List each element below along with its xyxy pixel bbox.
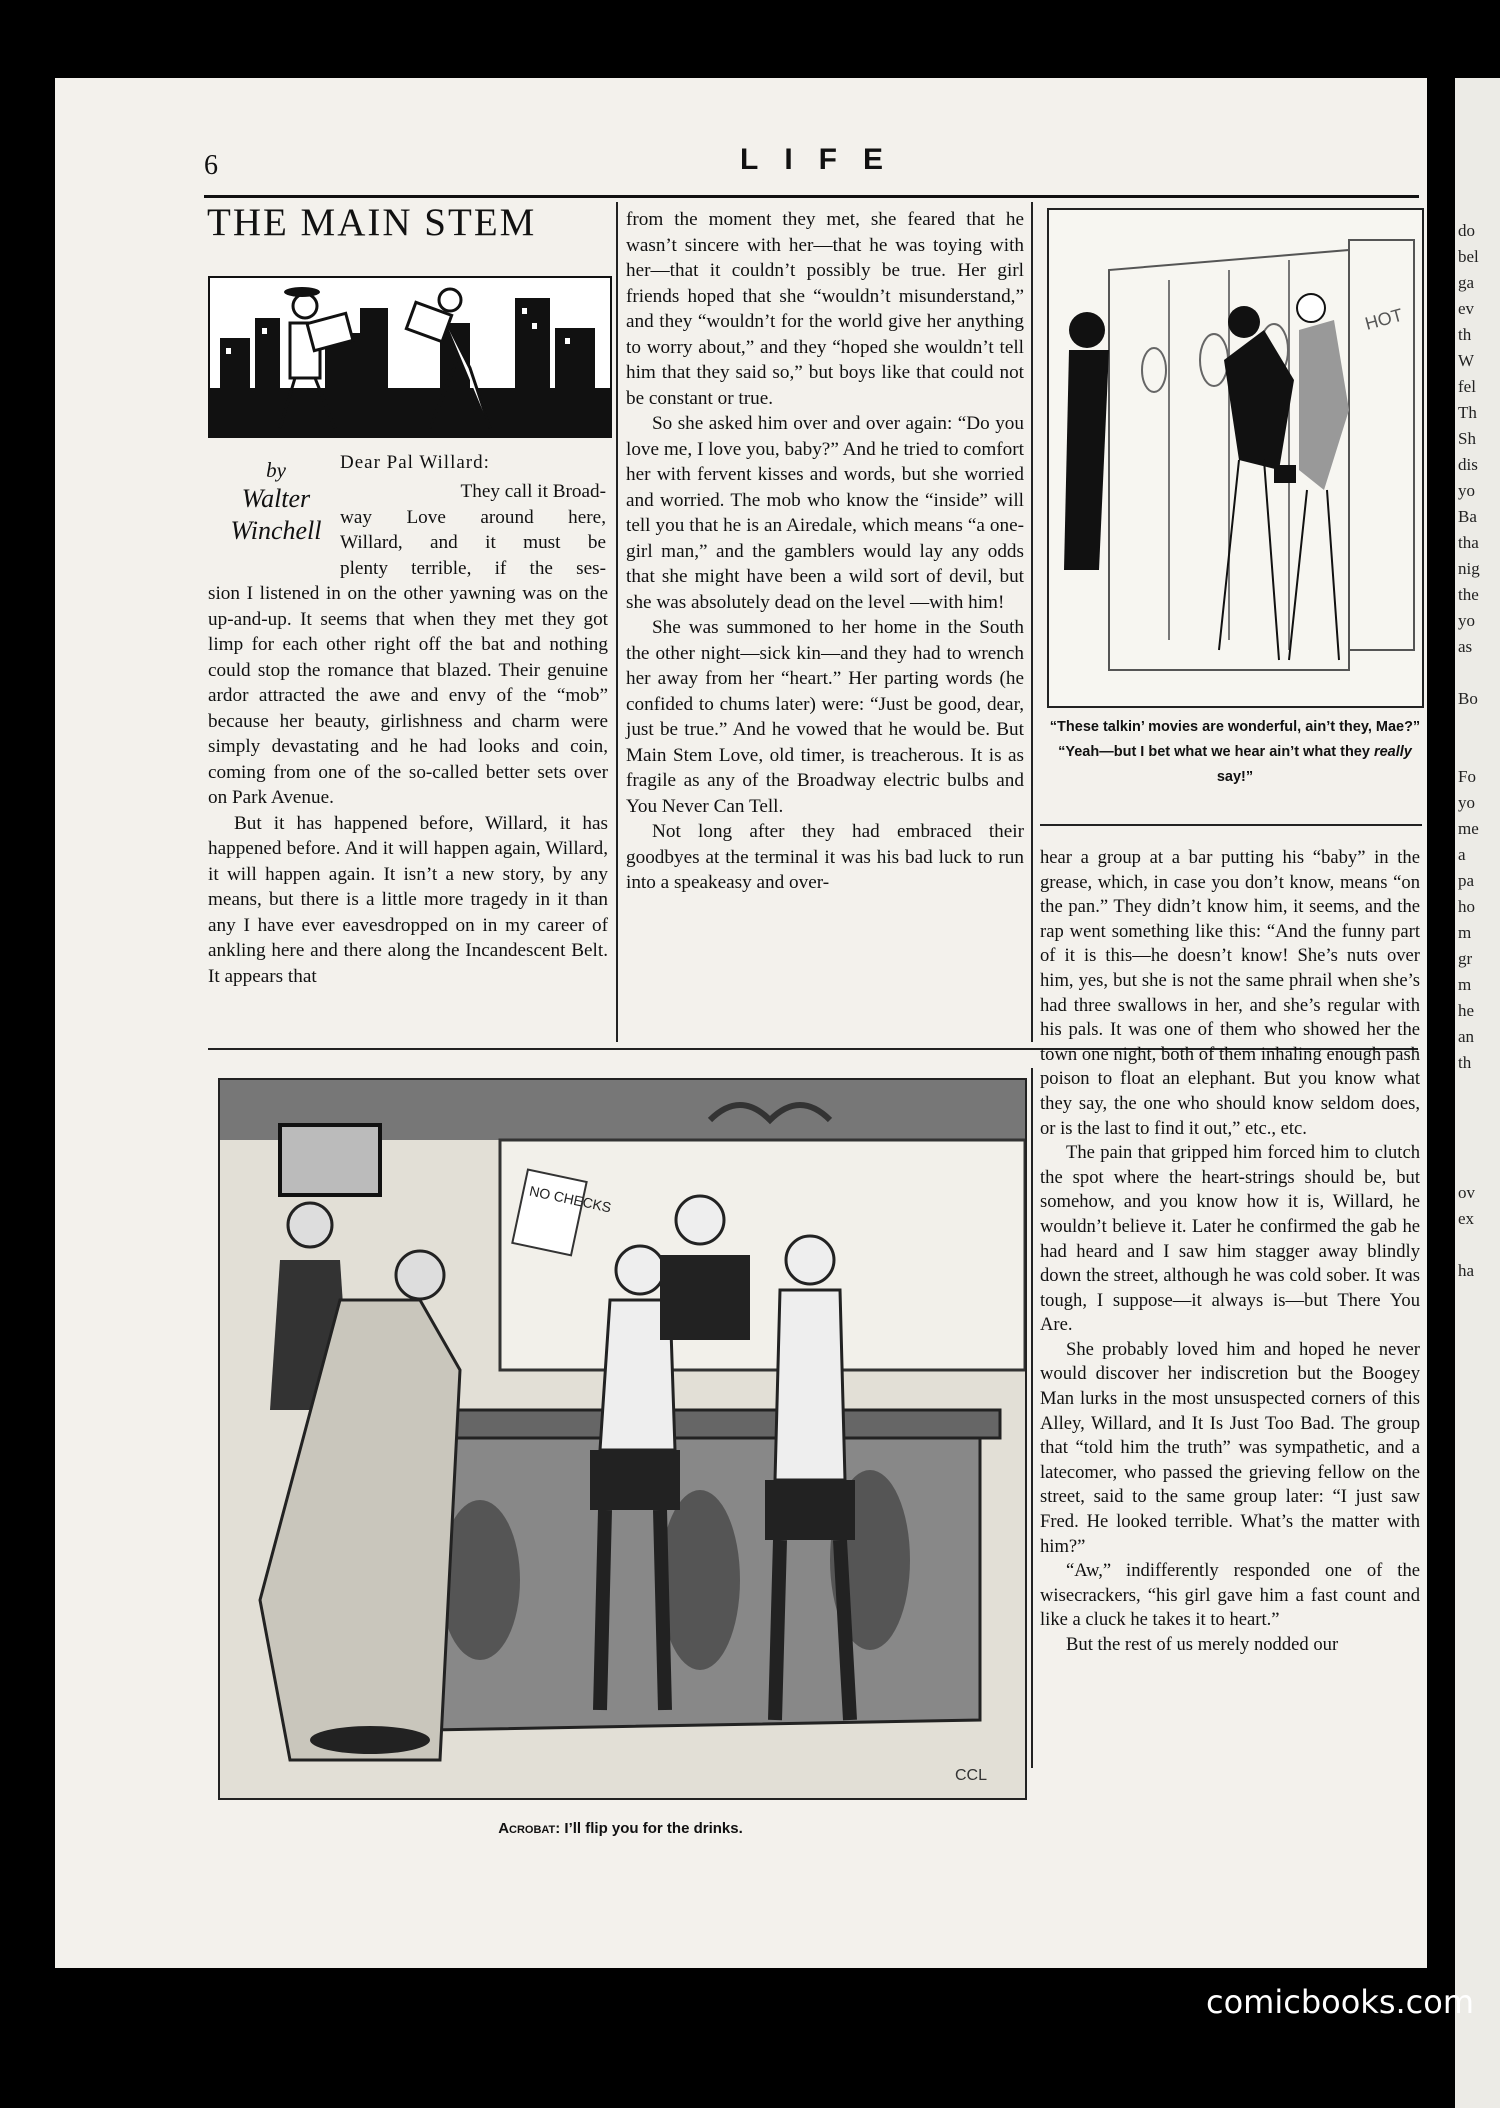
paragraph: sion I listened in on the other yawning was on the up-and-up. It seems that when they met they got limp for each other right off the bat and nothing could stop the romance that blazed. Their genuine ardor attracted the awe and envy of the “mob” because her beauty, girlishness and charm were simply devastating and he had looks and coin, coming from one of the so-called better sets over on Park Avenue. [208, 583, 608, 808]
lead-lines [340, 479, 606, 581]
svg-text:CCL: CCL [955, 1767, 988, 1784]
bar-cartoon-caption [218, 1820, 1023, 1837]
fragment-line: yo [1458, 611, 1475, 630]
fragment-line: th [1458, 1053, 1472, 1072]
fragment-line: he [1458, 1001, 1475, 1020]
masthead: LIFE [740, 143, 909, 176]
fragment-line: yo [1458, 793, 1475, 812]
column-rule-2 [1031, 202, 1033, 1042]
fragment-line: a [1458, 845, 1466, 864]
caption-emphasis: really [1373, 744, 1412, 760]
article-column-2 [626, 207, 1024, 896]
caption-text: “Yeah—but I bet what we hear ain’t what they [1058, 744, 1374, 760]
fragment-line: nig [1458, 559, 1480, 578]
fragment-line [1455, 660, 1500, 686]
page-number: 6 [204, 150, 218, 181]
fragment-line: an [1458, 1027, 1475, 1046]
fragment-line: ex [1458, 1209, 1475, 1228]
column-rule-3 [1031, 1068, 1033, 1768]
paragraph: She was summoned to her home in the South the other night—sick kin—and they had to wrench her away from her “heart.” Her parting words (he confided to chums later) were: “Just be good, dear, just be true.” And he vowed that he would be. But Main Stem Love, old timer, is treacherous. It is as fragile as any of the Broadway electric bulbs and You Never Can Tell. [626, 617, 1024, 817]
fragment-line: ov [1458, 1183, 1475, 1202]
fragment-line: fel [1458, 377, 1476, 396]
paragraph: But it has happened before, Willard, it has happened before. And it will happen again, Willard, it will happen again. It isn’t a new story, by any means, but there is a little more tragedy in it than any I have ever eavesdropped on in my career of ankling here and there along the Incandescent Belt. It appears that [208, 812, 608, 987]
lead-line: Willard, and it must be [340, 532, 606, 553]
caption-rule [1040, 824, 1422, 826]
author-first-name: Walter [241, 484, 311, 513]
fragment-line: ho [1458, 897, 1475, 916]
fragment-line: Th [1458, 403, 1477, 422]
fragment-line [1455, 1154, 1500, 1180]
lead-line: way Love around here, [340, 506, 606, 528]
cartoon-caption [1040, 715, 1430, 790]
author-last-name: Winchell [230, 516, 322, 545]
fragment-line: Fo [1458, 767, 1476, 786]
fragment-line [1455, 1076, 1500, 1102]
fragment-line: as [1458, 637, 1473, 656]
lead-line: They call it Broad- [460, 481, 606, 502]
fragment-line [1455, 1232, 1500, 1258]
svg-text:HOT: HOT [1362, 304, 1405, 334]
fragment-line [1455, 1128, 1500, 1154]
fragment-line [1455, 712, 1500, 738]
caption-line-2 [1040, 740, 1430, 790]
fragment-line: gr [1458, 949, 1473, 968]
watermark: comicbooks.com [1205, 1983, 1474, 2021]
paragraph: from the moment they met, she feared that he wasn’t sincere with her—that he was toying with her—that it couldn’t possibly be true. Her girl friends hoped that she “wouldn’t misunderstand,” and they “wouldn’t for the world give her anything to worry about,” and they “hoped she wouldn’t tell him that they said so,” but boys like that could not be constant or true. [626, 209, 1024, 409]
byline [212, 458, 340, 547]
fragment-line: Bo [1458, 689, 1478, 708]
fragment-line [1455, 738, 1500, 764]
article-title: THE MAIN STEM [207, 201, 537, 244]
fragment-line: ga [1458, 273, 1475, 292]
fragment-line: W [1458, 351, 1475, 370]
fragment-line: m [1458, 975, 1472, 994]
fragment-line: the [1458, 585, 1479, 604]
caption-line-1: “These talkin’ movies are wonderful, ain’t they, Mae?” [1049, 719, 1421, 735]
fragment-line: Ba [1458, 507, 1477, 526]
article-column-3 [1040, 846, 1420, 1658]
paragraph: But the rest of us merely nodded our [1066, 1634, 1339, 1655]
movie-theatre-cartoon [1047, 208, 1424, 708]
fragment-line: tha [1458, 533, 1479, 552]
fragment-line: ev [1458, 299, 1475, 318]
paragraph: She probably loved him and hoped he never would discover her indiscretion but the Boogey Man lurks in the most unsuspected corners of this Alley, Willard, and It Is Just Too Bad. The group that “told him the truth” was sympathetic, and a latecomer, who passed the grieving fellow on the street, said to the same group later: “I just saw Fred. He looked terrible. What’s the matter with him?” [1040, 1338, 1420, 1557]
caption-text: I’ll flip you for the drinks. [560, 1820, 743, 1837]
paragraph: “Aw,” indifferently responded one of the wisecrackers, “his girl gave him a fast count and like a cluck he takes it to heart.” [1040, 1560, 1420, 1631]
next-page-fragment [1455, 78, 1500, 2108]
column-rule-1 [616, 202, 618, 1042]
fragment-line: pa [1458, 871, 1475, 890]
heading-illustration [208, 276, 612, 438]
speakeasy-cartoon [218, 1078, 1027, 1800]
fragment-line: ha [1458, 1261, 1475, 1280]
paragraph: hear a group at a bar putting his “baby” in the grease, which, in case you don’t know, means “on the pan.” They didn’t know him, it seems, and the rap went something like this: “And the funny part of it is this—he doesn’t know! She’s nuts over him, yes, but she is not the same phrail when she’s had three swallows in her, and she’s regular with his pals. It was one of them who showed her the town one night, both of them inhaling enough pash poison to float an elephant. But you know what they say, the one who should know seldom does, or is the last to find it out,” etc., etc. [1040, 847, 1420, 1139]
lead-line: plenty terrible, if the ses- [340, 557, 606, 579]
salutation: Dear Pal Willard: [340, 452, 490, 473]
paragraph: Not long after they had embraced their goodbyes at the terminal it was his bad luck to run into a speakeasy and over- [626, 821, 1024, 893]
caption-text: say!” [1216, 769, 1254, 785]
no-checks-sign: NO CHECKS [527, 1182, 613, 1216]
header-rule [204, 195, 1419, 198]
fragment-line: do [1458, 221, 1475, 240]
paragraph: So she asked him over and over again: “Do you love me, I love you, baby?” And he tried to comfort her with fervent kisses and words, but she worried and worried. The mob who know the “inside” will tell you that he is an Airedale, which means “a one-girl man,” and the gamblers would lay any odds that she might have been a wild sort of devil, but she was absolutely dead on the level —with him! [626, 413, 1024, 613]
fragment-line [1455, 1102, 1500, 1128]
fragment-line: dis [1458, 455, 1478, 474]
byline-by: by [266, 458, 286, 482]
fragment-line: th [1458, 325, 1472, 344]
article-column-1 [208, 581, 608, 989]
fragment-line: me [1458, 819, 1479, 838]
fragment-line: yo [1458, 481, 1475, 500]
caption-speaker: Acrobat: [498, 1820, 561, 1837]
fragment-line: bel [1458, 247, 1479, 266]
paragraph: The pain that gripped him forced him to clutch the spot where the heart-strings should be, but somehow, and you know how it is, Willard, he wouldn’t believe it. Later he confirmed the gab he had heard and I saw him stagger away blindly down the street, although he was cold sober. It was tough, I suppose—it always is—but There You Are. [1040, 1142, 1420, 1336]
fragment-line: m [1458, 923, 1472, 942]
fragment-line: Sh [1458, 429, 1476, 448]
